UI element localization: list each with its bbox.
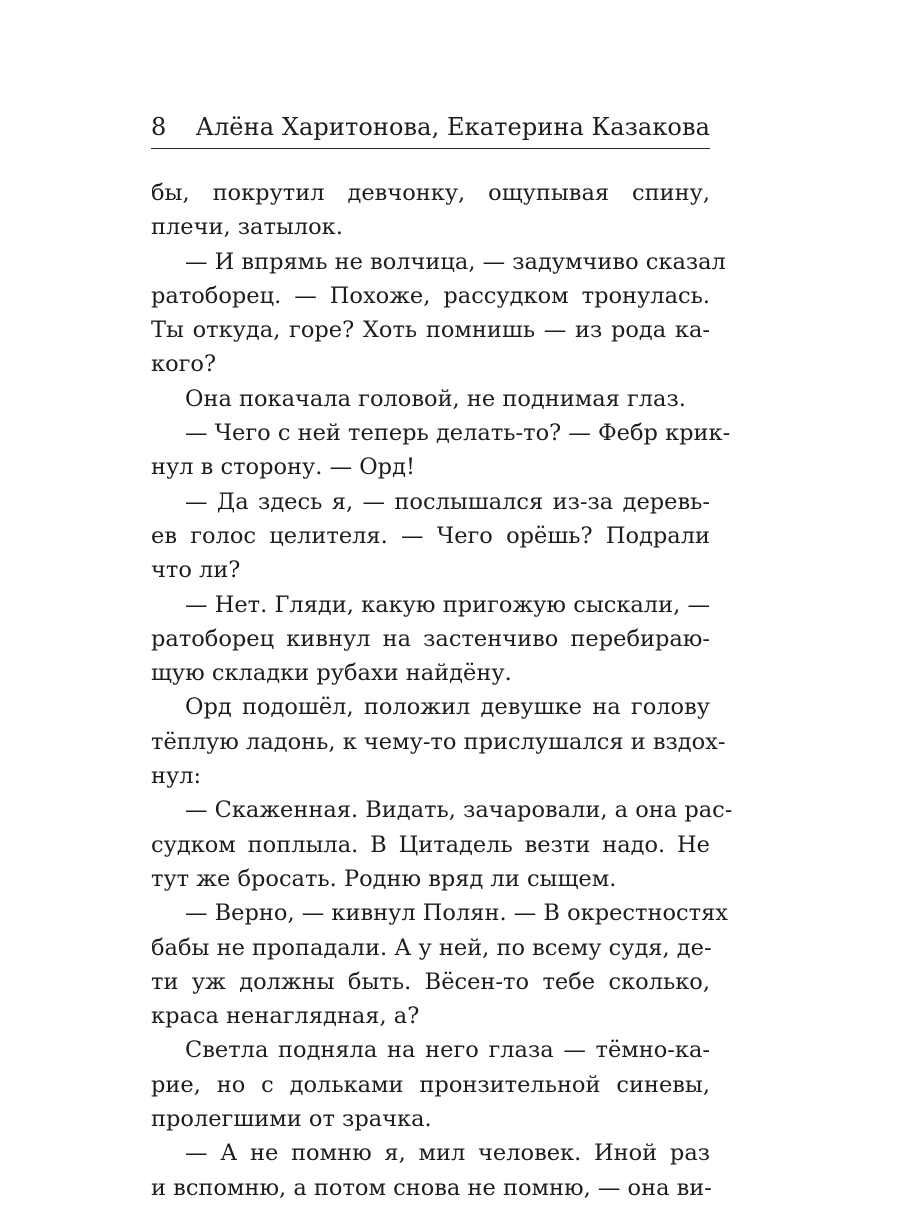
text-line: ратоборец кивнул на застенчиво перебираю- <box>151 625 710 652</box>
text-line: Она покачала головой, не поднимая глаз. <box>185 385 686 412</box>
text-line: ев голос целителя. — Чего орёшь? Подрали <box>151 522 710 549</box>
text-line: тёплую ладонь, к чему-то прислушался и вздох- <box>151 728 726 755</box>
text-line: Ты откуда, горе? Хоть помнишь — из рода ка- <box>151 317 710 344</box>
text-line: судком поплыла. В Цитадель везти надо. Не <box>151 831 710 858</box>
text-line: щую складки рубахи найдёну. <box>151 660 512 687</box>
text-line: — А не помню я, мил человек. Иной раз <box>185 1140 710 1167</box>
text-line: пролегшими от зрачка. <box>151 1106 432 1133</box>
text-line: плечи, затылок. <box>151 214 343 241</box>
text-line: рие, но с дольками пронзительной синевы, <box>151 1071 710 1098</box>
text-line: — Верно, — кивнул Полян. — В окрестностях <box>185 900 728 927</box>
text-line: и вспомню, а потом снова не помню, — она ви- <box>151 1174 712 1201</box>
text-line: — Да здесь я, — послышался из-за деревь- <box>185 488 710 515</box>
text-line: нул в сторону. — Орд! <box>151 454 415 481</box>
text-line: что ли? <box>151 557 241 584</box>
header-authors: Алёна Харитонова, Екатерина Казакова <box>195 113 710 141</box>
text-line: нул: <box>151 763 202 790</box>
text-line: ти уж должны быть. Вёсен-то тебе сколько, <box>151 968 710 995</box>
text-line: кого? <box>151 351 217 378</box>
text-line: — Нет. Гляди, какую пригожую сыскали, — <box>185 591 710 618</box>
text-line: — Чего с ней теперь делать-то? — Фебр крик- <box>185 420 731 447</box>
running-head <box>151 112 710 149</box>
text-line: тут же бросать. Родню вряд ли сыщем. <box>151 865 617 892</box>
page-number: 8 <box>151 113 167 141</box>
text-line: ратоборец. — Похоже, рассудком тронулась. <box>151 282 710 309</box>
text-line: — Скаженная. Видать, зачаровали, а она рас- <box>185 797 733 824</box>
text-line: Светла подняла на него глаза — тёмно-ка- <box>185 1037 710 1064</box>
book-page <box>151 112 733 1205</box>
body-text <box>151 176 733 1205</box>
text-line: краса ненаглядная, а? <box>151 1003 420 1030</box>
text-line: бы, покрутил девчонку, ощупывая спину, <box>151 180 710 206</box>
text-line: — И впрямь не волчица, — задумчиво сказал <box>185 248 726 275</box>
text-line: бабы не пропадали. А у ней, по всему судя, де- <box>151 934 712 961</box>
text-line: Орд подошёл, положил девушке на голову <box>185 694 710 721</box>
